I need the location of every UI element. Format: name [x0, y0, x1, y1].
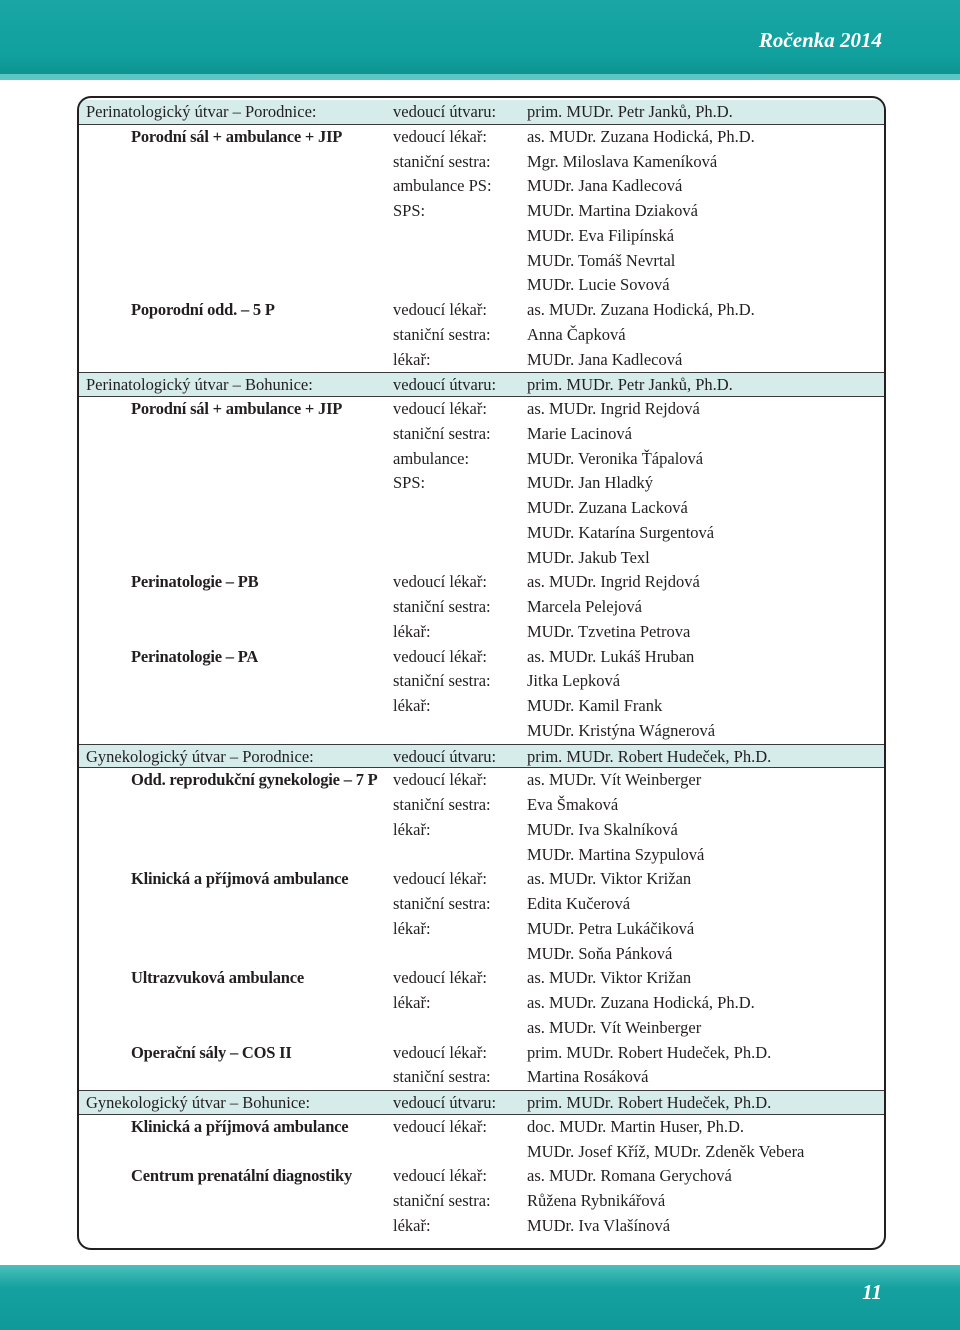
person-name: MUDr. Tomáš Nevrtal	[527, 250, 676, 270]
page-number: 11	[862, 1280, 882, 1304]
person-name: as. MUDr. Romana Gerychová	[527, 1166, 732, 1186]
person-name: MUDr. Soňa Pánková	[527, 943, 673, 963]
unit-name: Gynekologický útvar – Bohunice:	[86, 1093, 311, 1112]
section-header-row	[79, 1090, 884, 1115]
unit-name: Porodní sál + ambulance + JIP	[131, 126, 343, 146]
table-row	[79, 620, 884, 645]
table-row	[79, 150, 884, 175]
person-name: Mgr. Miloslava Kameníková	[527, 151, 718, 171]
table-row	[79, 1214, 884, 1239]
role-label: ambulance PS:	[393, 176, 492, 196]
person-name: as. MUDr. Vít Weinberger	[527, 1017, 702, 1037]
person-name: as. MUDr. Zuzana Hodická, Ph.D.	[527, 126, 755, 146]
person-name: as. MUDr. Viktor Križan	[527, 869, 692, 889]
person-name: prim. MUDr. Petr Janků, Ph.D.	[527, 102, 733, 121]
person-name: prim. MUDr. Robert Hudeček, Ph.D.	[527, 1093, 772, 1112]
section-header-row	[79, 744, 884, 769]
person-name: MUDr. Katarína Surgentová	[527, 522, 715, 542]
role-label: vedoucí útvaru:	[393, 375, 497, 395]
table-row	[79, 942, 884, 967]
role-label: vedoucí útvaru:	[393, 1093, 497, 1112]
person-name: Martina Rosáková	[527, 1067, 649, 1087]
unit-name: Poporodní odd. – 5 P	[131, 300, 275, 319]
table-row	[79, 991, 884, 1016]
role-label: vedoucí lékař:	[393, 646, 487, 666]
person-name: MUDr. Josef Kříž, MUDr. Zdeněk Vebera	[527, 1141, 805, 1161]
role-label: staniční sestra:	[393, 795, 491, 814]
table-row	[79, 1016, 884, 1041]
person-name: MUDr. Petra Lukáčiková	[527, 918, 695, 938]
table-row	[79, 669, 884, 694]
person-name: MUDr. Jana Kadlecová	[527, 176, 683, 196]
unit-name: Perinatologie – PA	[131, 646, 259, 666]
unit-name: Odd. reprodukční gynekologie – 7 P	[131, 770, 378, 790]
table-row	[79, 1065, 884, 1090]
table-row	[79, 793, 884, 818]
table-row	[79, 867, 884, 892]
role-label: vedoucí lékař:	[393, 1166, 487, 1186]
footer-band	[0, 1265, 960, 1330]
person-name: as. MUDr. Ingrid Rejdová	[527, 399, 700, 418]
person-name: Edita Kučerová	[527, 894, 631, 913]
person-name: Růžena Rybnikářová	[527, 1191, 666, 1210]
role-label: vedoucí lékař:	[393, 770, 487, 790]
person-name: doc. MUDr. Martin Huser, Ph.D.	[527, 1116, 745, 1136]
person-name: MUDr. Iva Vlašínová	[527, 1215, 671, 1235]
unit-name: Centrum prenatální diagnostiky	[131, 1166, 353, 1186]
person-name: MUDr. Kristýna Wágnerová	[527, 720, 716, 740]
person-name: prim. MUDr. Petr Janků, Ph.D.	[527, 375, 733, 395]
table-row	[79, 1164, 884, 1189]
role-label: staniční sestra:	[393, 671, 491, 691]
table-row	[79, 348, 884, 373]
unit-name: Klinická a příjmová ambulance	[131, 1116, 349, 1136]
table-row	[79, 843, 884, 868]
table-row	[79, 125, 884, 150]
unit-name: Gynekologický útvar – Porodnice:	[86, 746, 314, 766]
person-name: MUDr. Iva Skalníková	[527, 819, 678, 839]
table-row	[79, 570, 884, 595]
person-name: Jitka Lepková	[527, 671, 621, 691]
role-label: staniční sestra:	[393, 324, 491, 344]
role-label: staniční sestra:	[393, 151, 491, 171]
person-name: prim. MUDr. Robert Hudeček, Ph.D.	[527, 1042, 772, 1062]
person-name: Anna Čapková	[527, 324, 626, 344]
person-name: MUDr. Veronika Ťápalová	[527, 448, 704, 468]
table-row	[79, 768, 884, 793]
staff-table	[77, 96, 886, 1250]
unit-name: Klinická a příjmová ambulance	[131, 869, 349, 889]
person-name: MUDr. Kamil Frank	[527, 696, 663, 715]
table-row	[79, 1115, 884, 1140]
role-label: lékař:	[393, 993, 431, 1012]
role-label: vedoucí lékař:	[393, 300, 487, 319]
section-header-row	[79, 372, 884, 397]
person-name: MUDr. Tzvetina Petrova	[527, 621, 691, 641]
person-name: MUDr. Jan Hladký	[527, 473, 654, 493]
section-header-row	[79, 100, 884, 125]
unit-name: Perinatologický útvar – Porodnice:	[86, 102, 317, 121]
table-row	[79, 397, 884, 422]
person-name: as. MUDr. Viktor Križan	[527, 968, 692, 988]
person-name: MUDr. Jakub Texl	[527, 547, 650, 567]
role-label: vedoucí útvaru:	[393, 102, 497, 121]
table-row	[79, 199, 884, 224]
role-label: staniční sestra:	[393, 597, 491, 616]
person-name: MUDr. Lucie Sovová	[527, 275, 670, 295]
role-label: vedoucí lékař:	[393, 1116, 487, 1136]
table-row	[79, 224, 884, 249]
table-row	[79, 694, 884, 719]
role-label: staniční sestra:	[393, 423, 491, 443]
table-row	[79, 273, 884, 298]
role-label: SPS:	[393, 201, 426, 220]
table-row	[79, 496, 884, 521]
role-label: vedoucí lékař:	[393, 572, 487, 592]
table-row	[79, 323, 884, 348]
person-name: as. MUDr. Ingrid Rejdová	[527, 572, 700, 592]
table-row	[79, 174, 884, 199]
person-name: MUDr. Jana Kadlecová	[527, 349, 683, 369]
table-row	[79, 546, 884, 571]
person-name: MUDr. Eva Filipínská	[527, 225, 675, 245]
table-row	[79, 595, 884, 620]
unit-name: Operační sály – COS II	[131, 1042, 292, 1062]
role-label: vedoucí lékař:	[393, 399, 487, 418]
table-row	[79, 447, 884, 472]
table-row	[79, 917, 884, 942]
person-name: Eva Šmaková	[527, 795, 619, 814]
unit-name: Perinatologie – PB	[131, 572, 259, 592]
person-name: as. MUDr. Vít Weinberger	[527, 770, 702, 790]
staff-table-rows	[79, 100, 884, 1239]
table-row	[79, 422, 884, 447]
role-label: ambulance:	[393, 448, 470, 468]
role-label: SPS:	[393, 473, 426, 493]
table-row	[79, 249, 884, 274]
role-label: vedoucí lékař:	[393, 968, 487, 988]
role-label: lékař:	[393, 696, 431, 715]
person-name: Marcela Pelejová	[527, 597, 642, 616]
role-label: lékař:	[393, 918, 431, 938]
table-row	[79, 298, 884, 323]
person-name: as. MUDr. Zuzana Hodická, Ph.D.	[527, 993, 755, 1012]
role-label: vedoucí lékař:	[393, 869, 487, 889]
role-label: lékař:	[393, 349, 431, 369]
role-label: lékař:	[393, 621, 431, 641]
yearbook-title: Ročenka 2014	[758, 28, 882, 52]
table-row	[79, 1140, 884, 1165]
role-label: staniční sestra:	[393, 1067, 491, 1087]
role-label: vedoucí lékař:	[393, 1042, 487, 1062]
table-row	[79, 471, 884, 496]
person-name: prim. MUDr. Robert Hudeček, Ph.D.	[527, 746, 772, 766]
table-row	[79, 521, 884, 546]
role-label: vedoucí útvaru:	[393, 746, 497, 766]
person-name: as. MUDr. Zuzana Hodická, Ph.D.	[527, 300, 755, 319]
table-row	[79, 818, 884, 843]
role-label: lékař:	[393, 819, 431, 839]
role-label: lékař:	[393, 1215, 431, 1235]
table-row	[79, 719, 884, 744]
role-label: vedoucí lékař:	[393, 126, 487, 146]
table-row	[79, 892, 884, 917]
table-row	[79, 1189, 884, 1214]
table-row	[79, 966, 884, 991]
header-stripe	[0, 74, 960, 80]
unit-name: Ultrazvuková ambulance	[131, 968, 304, 988]
person-name: MUDr. Martina Szypulová	[527, 844, 705, 864]
unit-name: Porodní sál + ambulance + JIP	[131, 399, 343, 418]
unit-name: Perinatologický útvar – Bohunice:	[86, 375, 313, 395]
person-name: Marie Lacinová	[527, 423, 632, 443]
table-row	[79, 645, 884, 670]
person-name: MUDr. Zuzana Lacková	[527, 498, 688, 517]
role-label: staniční sestra:	[393, 1191, 491, 1210]
person-name: MUDr. Martina Dziaková	[527, 201, 698, 220]
role-label: staniční sestra:	[393, 894, 491, 913]
table-row	[79, 1041, 884, 1066]
person-name: as. MUDr. Lukáš Hruban	[527, 646, 695, 666]
